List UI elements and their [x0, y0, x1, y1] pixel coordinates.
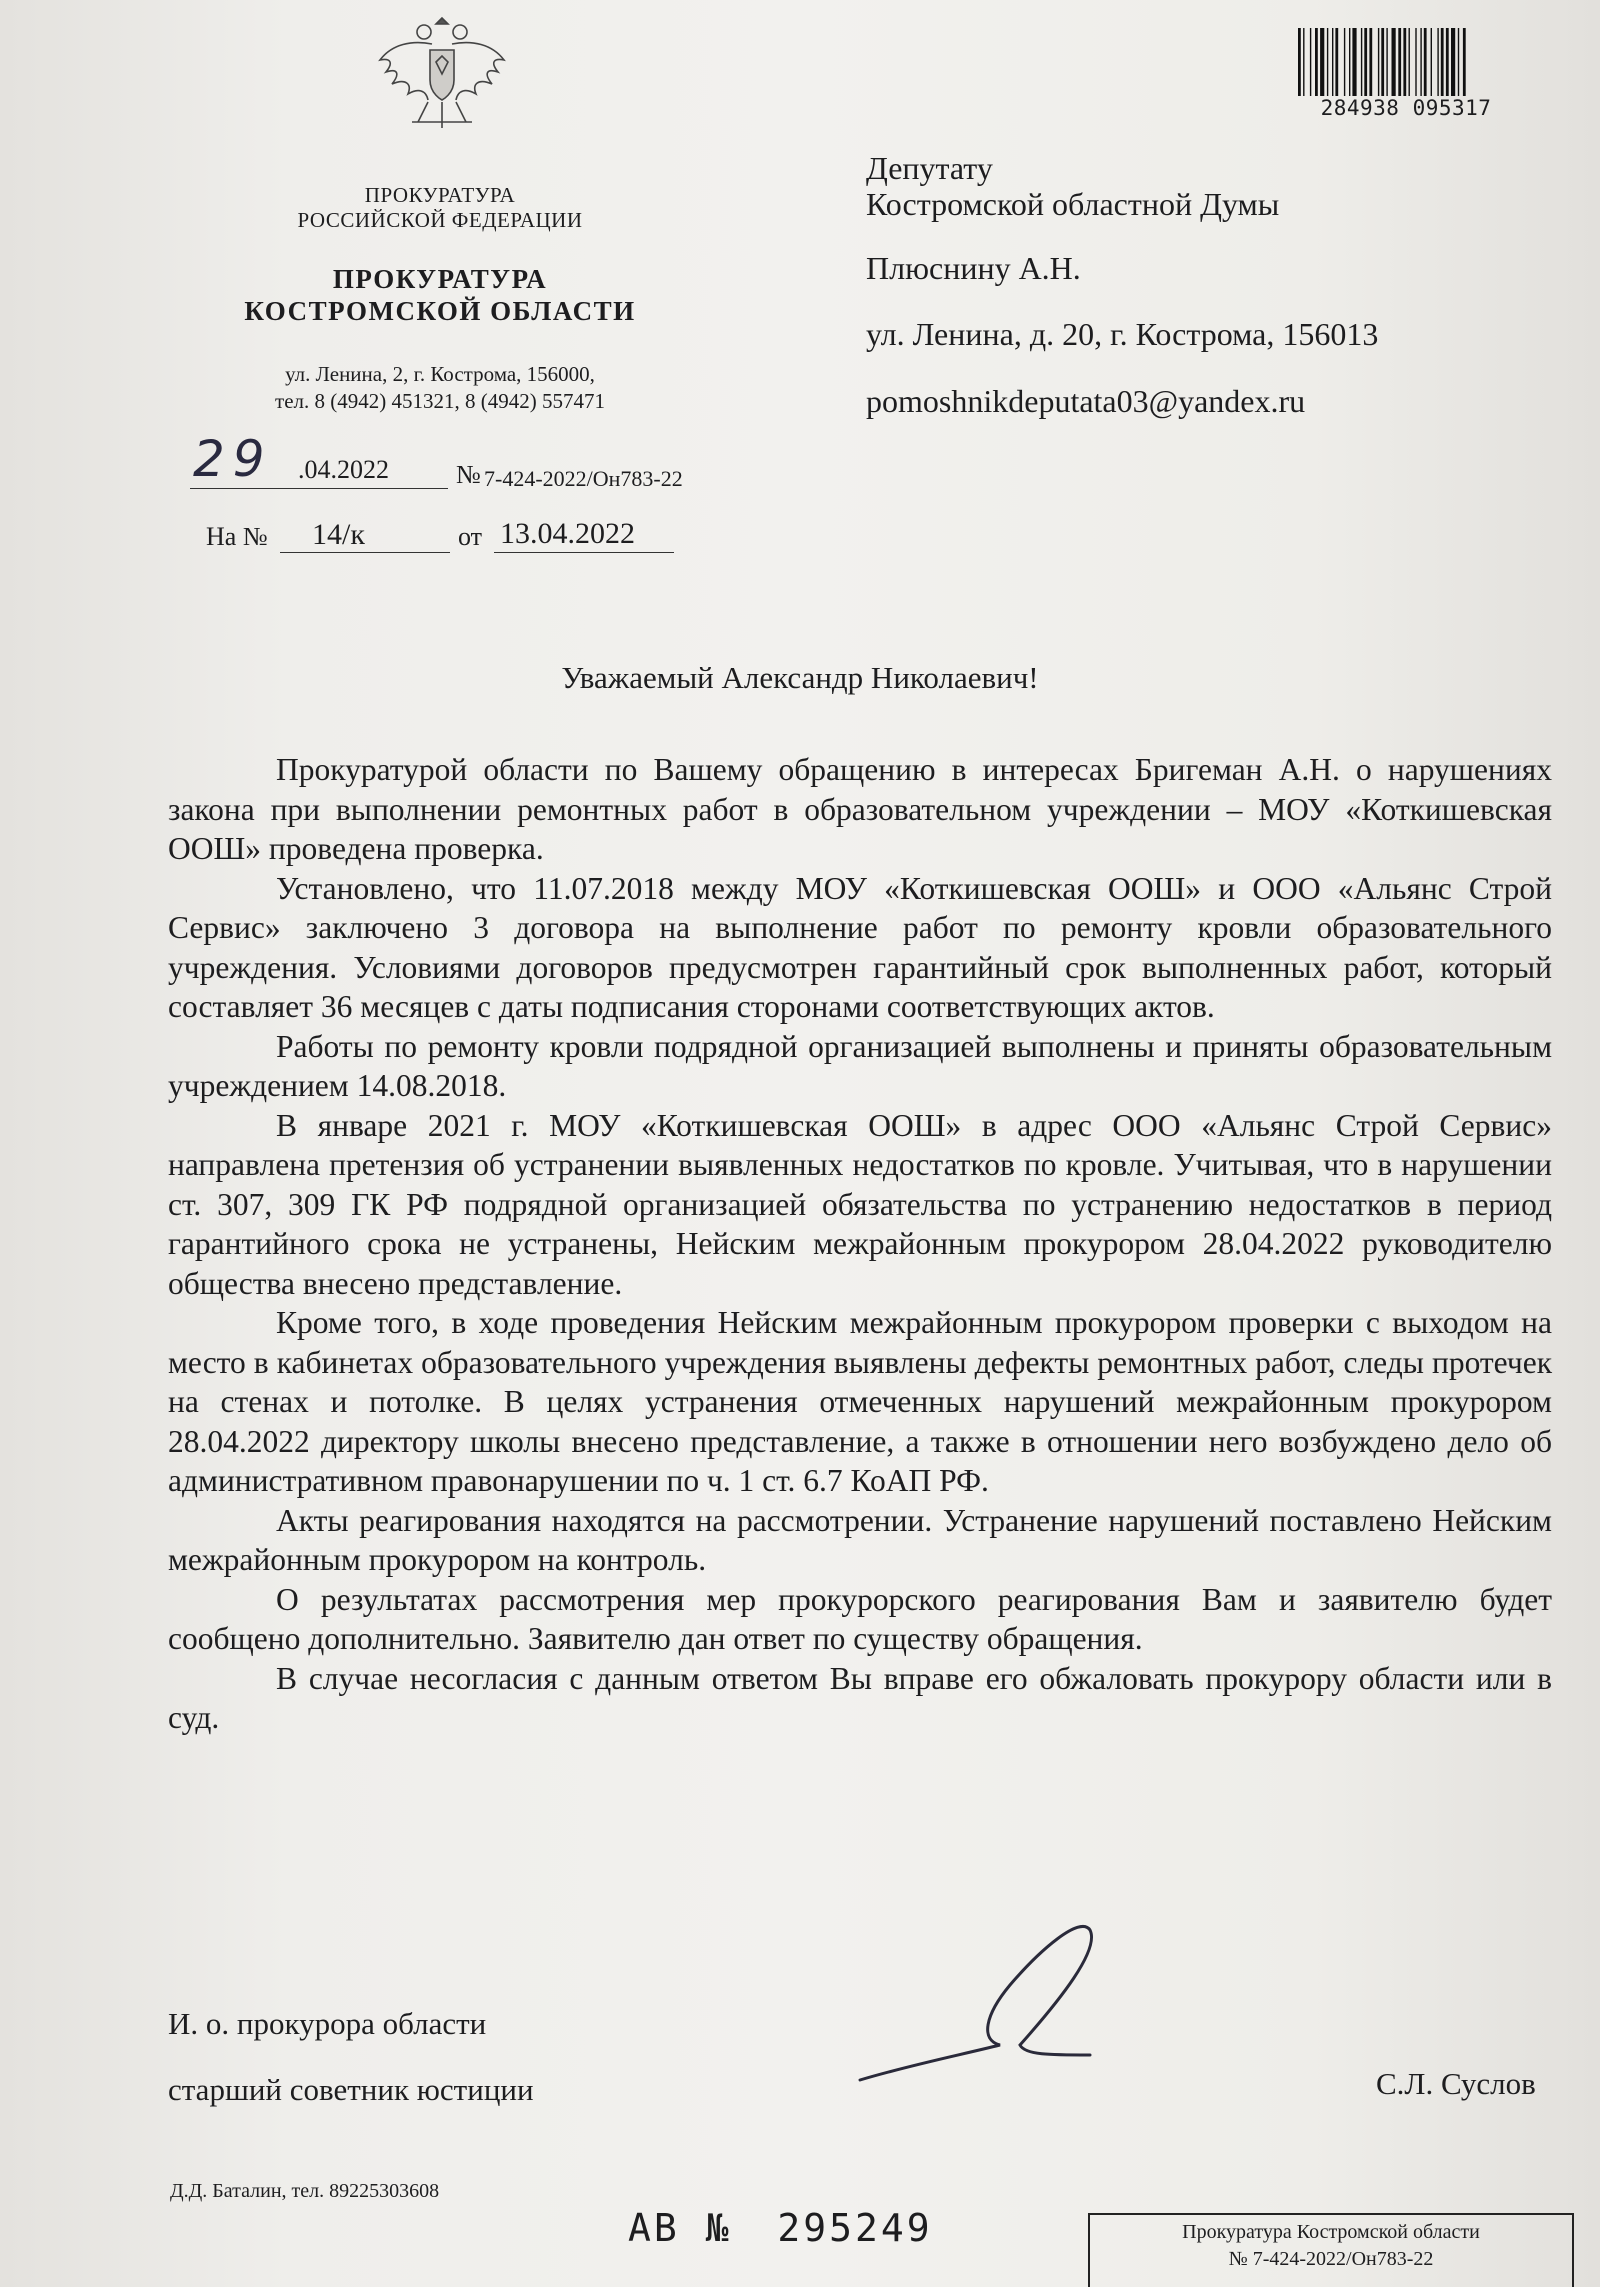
barcode-bar: [1349, 28, 1350, 96]
barcode-bar: [1352, 28, 1356, 96]
stamp-line-2: № 7-424-2022/Он783-22: [1228, 2248, 1434, 2270]
form-serial-number: [628, 2206, 933, 2250]
serial-value: 295249: [777, 2206, 933, 2250]
body-paragraph: Установлено, что 11.07.2018 между МОУ «Коткишевская ООШ» и ООО «Альянс Строй Сервис» заключено 3 договора на выполнение работ по ремонту кровли образовательного учреждения. Условиями договоров предусмотрен гарантийный срок выполненных работ, который составляет 36 месяцев с даты подписания сторонами соответствующих актов.: [168, 870, 1552, 1024]
executor-info: Д.Д. Баталин, тел. 89225303608: [170, 2180, 440, 2202]
signatory-title-1: И. о. прокурора области: [168, 2006, 487, 2041]
body-paragraph: В январе 2021 г. МОУ «Коткишевская ООШ» в адрес ООО «Альянс Строй Сервис» направлена претензия об устранении выявленных недостатков по кровле. Учитывая, что в нарушении ст. 307, 309 ГК РФ подрядной организацией обязательства по устранению недостатков в период гарантийного срока не устранены, Нейским межрайонным прокурором 28.04.2022 руководителю общества внесено представление.: [168, 1107, 1552, 1301]
barcode-bar: [1369, 28, 1372, 96]
barcode-bar: [1315, 28, 1318, 96]
letter-body: [168, 750, 1552, 1738]
stamp-line-1: Прокуратура Костромской области: [1182, 2221, 1480, 2243]
coat-of-arms-emblem: [372, 10, 512, 140]
reference-number-underline: [280, 552, 450, 553]
barcode-bar: [1451, 28, 1455, 96]
body-paragraph: Прокуратурой области по Вашему обращению в интересах Бригеман А.Н. о нарушениях закона при выполнении ремонтных работ в образовательном учреждении – МОУ «Коткишевская ООШ» проведена проверка.: [168, 752, 1552, 866]
org-name-small-1: ПРОКУРАТУРА: [364, 183, 516, 207]
barcode-number: 284938 095317: [1320, 96, 1492, 120]
barcode-bar: [1332, 28, 1333, 96]
barcode-bar: [1431, 28, 1432, 96]
outgoing-number-value: 7-424-2022/Он783-22: [484, 466, 683, 491]
barcode-bar: [1420, 28, 1421, 96]
addressee-line-1: Депутату: [866, 150, 993, 186]
barcode-bar: [1364, 28, 1367, 96]
signatory-title-2: старший советник юстиции: [168, 2072, 534, 2107]
handwritten-signature: [850, 1905, 1110, 2095]
reference-number-label: На №: [206, 522, 268, 551]
barcode-bar: [1335, 28, 1338, 96]
barcode-bar: [1441, 28, 1444, 96]
barcode-bar: [1327, 28, 1328, 96]
barcode-bar: [1437, 28, 1438, 96]
barcode-bar: [1320, 28, 1324, 96]
org-address-line-1: ул. Ленина, 2, г. Кострома, 156000,: [285, 362, 595, 386]
reference-number-value: 14/к: [312, 518, 365, 551]
serial-label: АВ №: [628, 2206, 732, 2250]
reference-date-underline: [494, 552, 674, 553]
barcode-bar: [1303, 28, 1304, 96]
addressee-email: pomoshnikdeputata03@yandex.ru: [866, 383, 1306, 419]
addressee-address: ул. Ленина, д. 20, г. Кострома, 156013: [866, 316, 1379, 352]
body-paragraph: Работы по ремонту кровли подрядной организацией выполнены и приняты образовательным учреждением 14.08.2018.: [168, 1028, 1552, 1103]
barcode-bar: [1378, 28, 1379, 96]
barcode-bar: [1463, 28, 1466, 96]
barcode-bar: [1344, 28, 1345, 96]
barcode-bar: [1398, 28, 1401, 96]
addressee-line-2: Костромской областной Думы: [866, 186, 1280, 222]
barcode-bar: [1310, 28, 1311, 96]
org-name-big-2: КОСТРОМСКОЙ ОБЛАСТИ: [244, 296, 636, 326]
body-paragraph: В случае несогласия с данным ответом Вы вправе его обжаловать прокурору области или в суд.: [168, 1660, 1552, 1735]
barcode-bar: [1386, 28, 1387, 96]
addressee-name: Плюснину А.Н.: [866, 250, 1081, 286]
body-paragraph: Акты реагирования находятся на рассмотрении. Устранение нарушений поставлено Нейским межрайонным прокурором на контроль.: [168, 1502, 1552, 1577]
org-name-big-1: ПРОКУРАТУРА: [332, 264, 548, 294]
date-day-handwritten: 29: [193, 430, 273, 488]
org-address-line-2: тел. 8 (4942) 451321, 8 (4942) 557471: [275, 389, 605, 413]
reference-date-value: 13.04.2022: [500, 517, 635, 550]
barcode-graphic: [1298, 28, 1510, 104]
letter-greeting: Уважаемый Александр Николаевич!: [561, 660, 1039, 695]
outgoing-number-label: №: [456, 460, 481, 489]
date-field-underline: [190, 488, 448, 489]
barcode-bar: [1446, 28, 1449, 96]
barcode-bar: [1409, 28, 1410, 96]
barcode-bar: [1403, 28, 1406, 96]
barcode-bar: [1392, 28, 1396, 96]
reference-date-label: от: [458, 522, 483, 551]
body-paragraph: О результатах рассмотрения мер прокурорского реагирования Вам и заявителю будет сообщено дополнительно. Заявителю дан ответ по существу обращения.: [168, 1581, 1552, 1656]
barcode-bar: [1424, 28, 1427, 96]
barcode-bar: [1381, 28, 1384, 96]
barcode-bar: [1298, 28, 1301, 96]
barcode-bar: [1458, 28, 1459, 96]
date-month-year: .04.2022: [298, 455, 389, 484]
barcode-bar: [1361, 28, 1362, 96]
registration-stamp: [1088, 2213, 1574, 2287]
body-paragraph: Кроме того, в ходе проведения Нейским межрайонным прокурором проверки с выходом на место в кабинетах образовательного учреждения выявлены дефекты ремонтных работ, следы протечек на стенах и потолке. В целях устранения отмеченных нарушений межрайонным прокурором 28.04.2022 директору школы внесено представление, а также в отношении него возбуждено дело об административном правонарушении по ч. 1 ст. 6.7 КоАП РФ.: [168, 1305, 1552, 1498]
signatory-name: С.Л. Суслов: [1376, 2066, 1536, 2101]
org-name-small-2: РОССИЙСКОЙ ФЕДЕРАЦИИ: [297, 208, 583, 232]
barcode-bar: [1415, 28, 1416, 96]
